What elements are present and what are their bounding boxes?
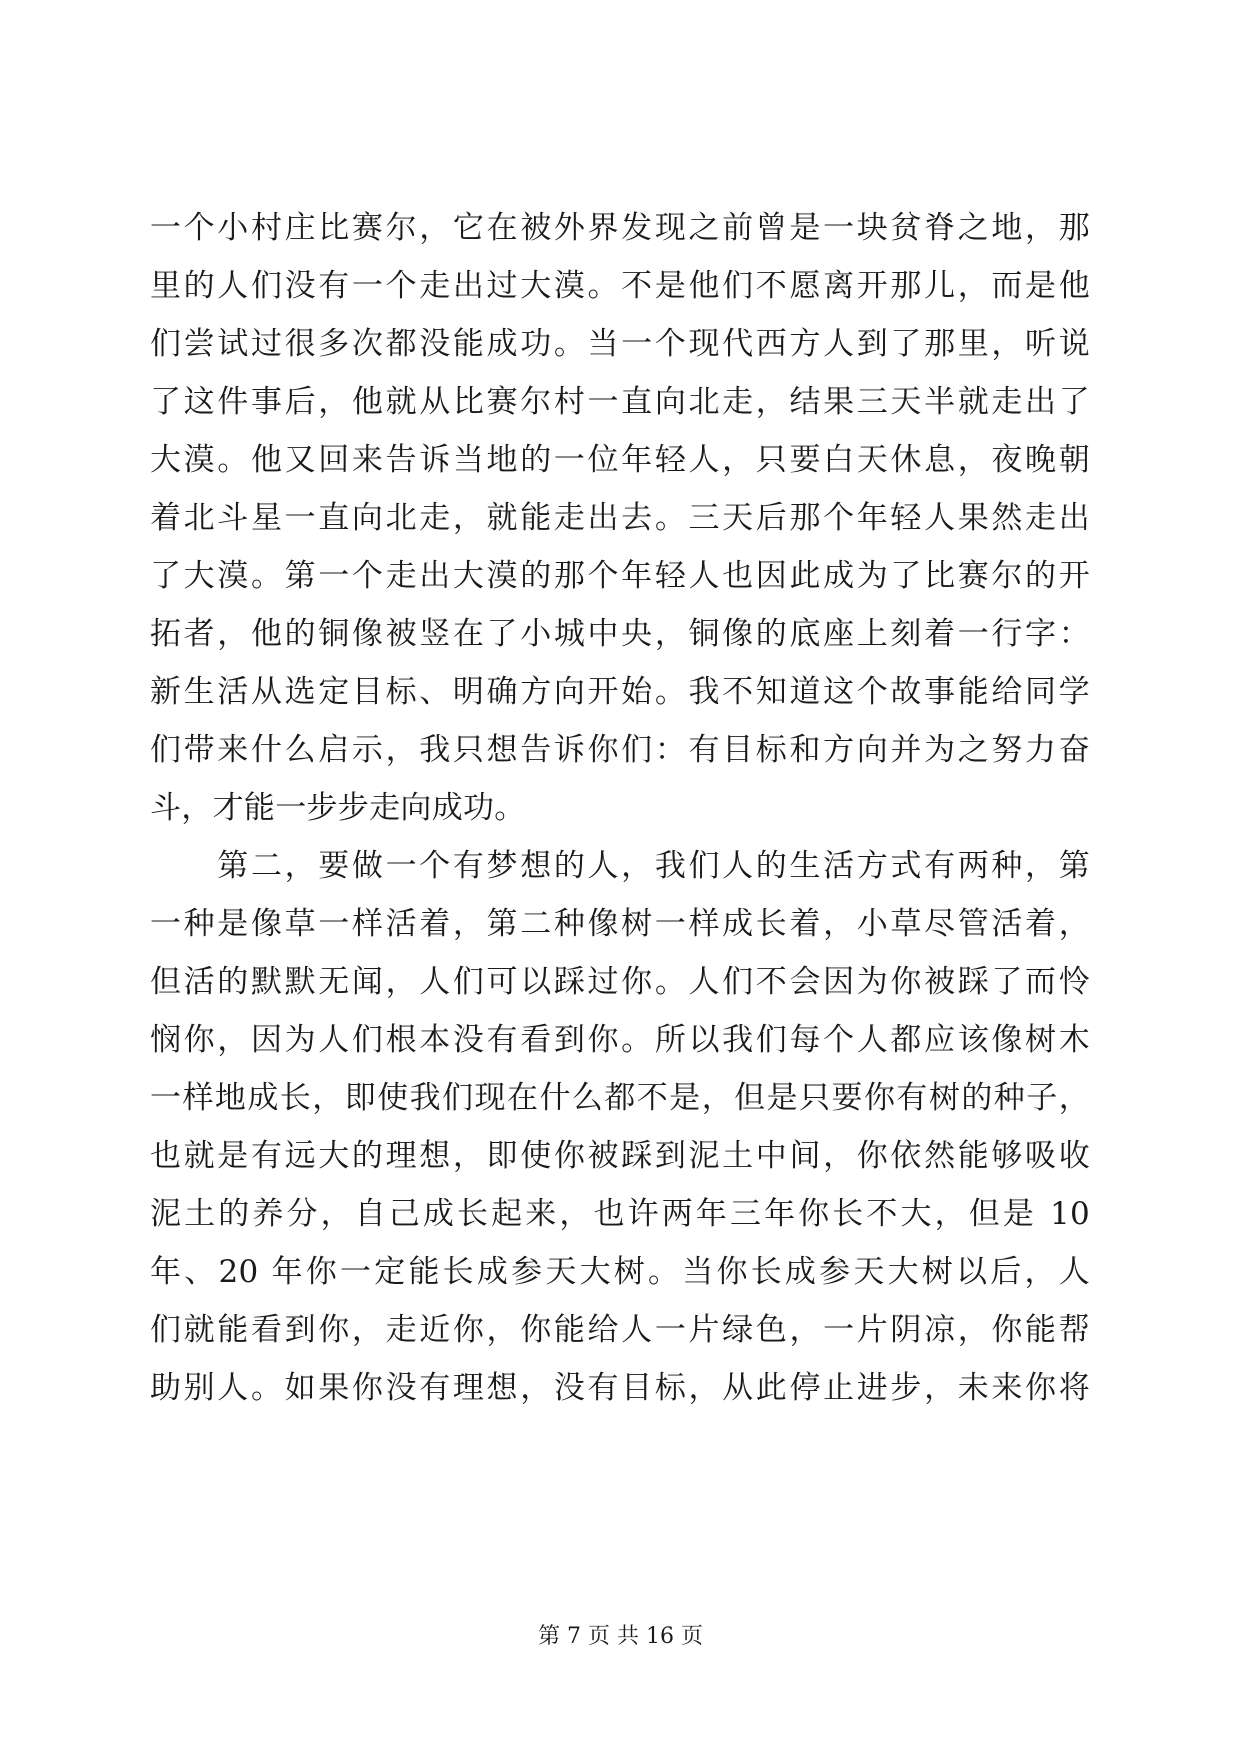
text-line: 了大漠。第一个走出大漠的那个年轻人也因此成为了比赛尔的开 [150,558,1090,594]
text-line: 一种是像草一样活着，第二种像树一样成长着，小草尽管活着， [150,906,1090,942]
text-line: 们就能看到你，走近你，你能给人一片绿色，一片阴凉，你能帮 [150,1312,1090,1348]
text-line: 们尝试过很多次都没能成功。当一个现代西方人到了那里，听说 [150,326,1090,362]
text-line: 一样地成长，即使我们现在什么都不是，但是只要你有树的种子， [150,1080,1090,1116]
text-line: 但活的默默无闻，人们可以踩过你。人们不会因为你被踩了而怜 [150,964,1090,1000]
text-line: 们带来什么启示，我只想告诉你们：有目标和方向并为之努力奋 [150,732,1090,768]
text-line: 悯你，因为人们根本没有看到你。所以我们每个人都应该像树木 [150,1022,1090,1058]
text-line: 拓者，他的铜像被竖在了小城中央，铜像的底座上刻着一行字： [150,616,1090,652]
text-line: 着北斗星一直向北走，就能走出去。三天后那个年轻人果然走出 [150,500,1090,536]
text-line: 助别人。如果你没有理想，没有目标，从此停止进步，未来你将 [150,1370,1090,1406]
text-line: 也就是有远大的理想，即使你被踩到泥土中间，你依然能够吸收 [150,1138,1090,1174]
text-line: 了这件事后，他就从比赛尔村一直向北走，结果三天半就走出了 [150,384,1090,420]
text-line: 第二，要做一个有梦想的人，我们人的生活方式有两种，第 [150,848,1090,884]
text-line: 里的人们没有一个走出过大漠。不是他们不愿离开那儿，而是他 [150,268,1090,304]
text-line: 年、20 年你一定能长成参天大树。当你长成参天大树以后，人 [150,1254,1090,1290]
text-line: 泥土的养分，自己成长起来，也许两年三年你长不大，但是 10 [150,1196,1090,1232]
text-line: 一个小村庄比赛尔，它在被外界发现之前曾是一块贫脊之地，那 [150,210,1090,246]
text-line: 大漠。他又回来告诉当地的一位年轻人，只要白天休息，夜晚朝 [150,442,1090,478]
text-line: 斗，才能一步步走向成功。 [150,790,526,826]
text-line: 新生活从选定目标、明确方向开始。我不知道这个故事能给同学 [150,674,1090,710]
page-number-footer: 第 7 页 共 16 页 [538,1624,703,1649]
